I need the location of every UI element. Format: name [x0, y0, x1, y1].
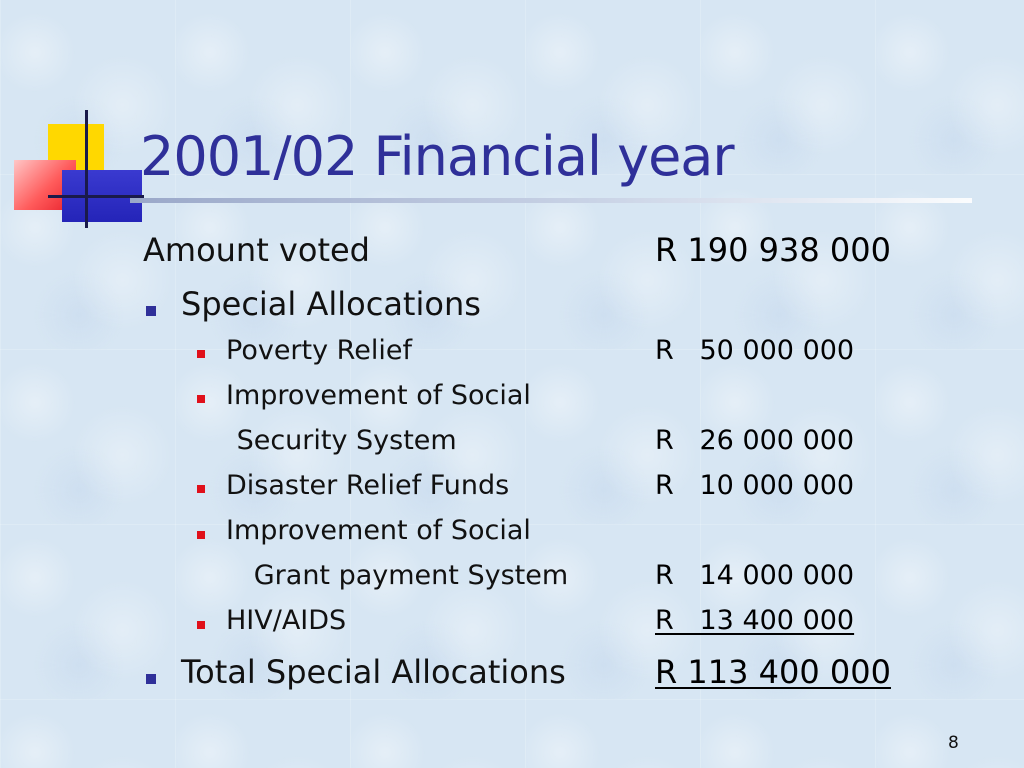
allocation-label: Poverty Relief: [226, 335, 412, 366]
amount-voted-value: R 190 938 000: [655, 231, 891, 269]
bullet-square-icon: [146, 674, 156, 684]
allocation-amount: R 50 000 000: [655, 335, 855, 366]
page-number: 8: [948, 733, 959, 753]
sub-bullet-square-icon: [197, 350, 205, 358]
slide-title: 2001/02 Financial year: [140, 125, 734, 188]
allocation-amount: R 10 000 000: [655, 470, 855, 501]
title-underline-rule: [130, 198, 972, 203]
logo-vertical-line: [85, 110, 88, 228]
amount-voted-label: Amount voted: [143, 231, 370, 269]
allocation-amount: R 14 000 000: [655, 560, 855, 591]
special-allocations-heading: Special Allocations: [181, 285, 481, 323]
allocation-label: Improvement of Social: [226, 515, 531, 546]
bullet-square-icon: [146, 306, 156, 316]
allocation-label: Improvement of Social: [226, 380, 531, 411]
allocation-label: HIV/AIDS: [226, 605, 347, 636]
allocation-label: Disaster Relief Funds: [226, 470, 510, 501]
total-allocations-value: R 113 400 000: [655, 653, 891, 691]
allocation-label-continued: Grant payment System: [228, 560, 569, 591]
total-allocations-label: Total Special Allocations: [181, 653, 566, 691]
allocation-label-continued: Security System: [228, 425, 457, 456]
sub-bullet-square-icon: [197, 621, 205, 629]
allocation-amount: R 26 000 000: [655, 425, 855, 456]
sub-bullet-square-icon: [197, 531, 205, 539]
allocation-amount: R 13 400 000: [655, 605, 855, 636]
sub-bullet-square-icon: [197, 485, 205, 493]
sub-bullet-square-icon: [197, 395, 205, 403]
